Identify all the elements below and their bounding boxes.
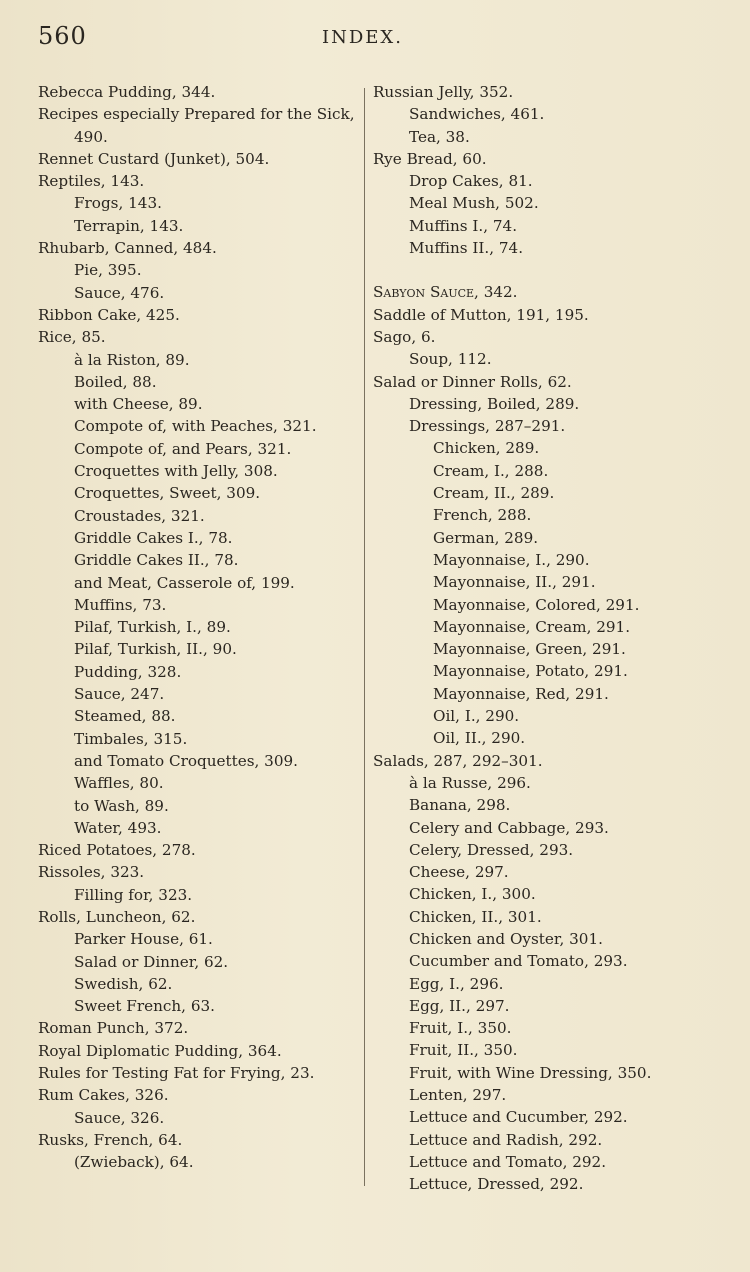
index-subentry: Drop Cakes, 81.	[409, 172, 533, 191]
index-entry: Reptiles, 143.	[38, 172, 145, 191]
index-subentry: Sauce, 247.	[74, 685, 165, 704]
index-subentry: Compote of, and Pears, 321.	[74, 439, 292, 458]
index-subentry: Lettuce and Radish, 292.	[409, 1130, 603, 1149]
index-subentry: Sandwiches, 461.	[409, 105, 545, 124]
index-subentry: Steamed, 88.	[74, 707, 176, 726]
index-entry: Sabyon Sauce, 342.	[373, 283, 518, 302]
index-subentry: Mayonnaise, II., 291.	[433, 573, 596, 592]
index-column-right	[373, 81, 713, 1196]
index-subentry: to Wash, 89.	[74, 796, 169, 815]
index-subentry: Dressings, 287–291.	[409, 417, 566, 436]
index-subentry: Sweet French, 63.	[74, 997, 215, 1016]
index-entry: Riced Potatoes, 278.	[38, 841, 196, 860]
index-subentry: Tea, 38.	[409, 127, 470, 146]
index-subentry: à la Riston, 89.	[74, 350, 190, 369]
index-subentry: Banana, 298.	[409, 796, 511, 815]
index-column-left	[38, 81, 360, 1174]
index-subentry: Soup, 112.	[409, 350, 492, 369]
index-subentry: Egg, II., 297.	[409, 996, 510, 1015]
index-subentry: Egg, I., 296.	[409, 974, 504, 993]
index-subentry: Chicken, 289.	[433, 439, 540, 458]
index-subentry: Parker House, 61.	[74, 930, 213, 949]
index-subentry: Muffins II., 74.	[409, 239, 524, 258]
index-entry: Salads, 287, 292–301.	[373, 751, 543, 770]
index-subentry: Mayonnaise, Red, 291.	[433, 684, 609, 703]
index-subentry: Oil, II., 290.	[433, 729, 526, 748]
index-entry: Roman Punch, 372.	[38, 1019, 189, 1038]
index-subentry: French, 288.	[433, 506, 532, 525]
index-subentry: and Tomato Croquettes, 309.	[74, 751, 298, 770]
index-entry: Saddle of Mutton, 191, 195.	[373, 305, 589, 324]
index-entry: Rum Cakes, 326.	[38, 1086, 169, 1105]
index-subentry: Griddle Cakes II., 78.	[74, 551, 239, 570]
index-subentry: Meal Mush, 502.	[409, 194, 539, 213]
index-entry: Rice, 85.	[38, 328, 106, 347]
index-entry: Sago, 6.	[373, 327, 436, 346]
index-subentry: Fruit, I., 350.	[409, 1019, 512, 1038]
index-subentry: Griddle Cakes I., 78.	[74, 528, 233, 547]
index-subentry: Fruit, with Wine Dressing, 350.	[409, 1063, 652, 1082]
page-number: 560	[38, 22, 87, 50]
index-subentry: Chicken, II., 301.	[409, 907, 542, 926]
page-title: INDEX.	[322, 27, 403, 48]
index-subentry: Lenten, 297.	[409, 1086, 507, 1105]
index-subentry: and Meat, Casserole of, 199.	[74, 573, 295, 592]
index-subentry: Lettuce and Cucumber, 292.	[409, 1108, 628, 1127]
index-subentry: Sauce, 476.	[74, 283, 165, 302]
index-entry: Russian Jelly, 352.	[373, 83, 514, 101]
index-subentry: Timbales, 315.	[74, 729, 188, 748]
index-subentry: Pilaf, Turkish, II., 90.	[74, 640, 237, 659]
index-entry: Rissoles, 323.	[38, 863, 145, 882]
index-entry: Rennet Custard (Junket), 504.	[38, 149, 270, 168]
index-subentry: Croquettes with Jelly, 308.	[74, 462, 278, 481]
index-entry: Rebecca Pudding, 344.	[38, 83, 216, 101]
index-subentry: Pudding, 328.	[74, 662, 182, 681]
index-subentry: Cucumber and Tomato, 293.	[409, 952, 628, 971]
index-subentry: Mayonnaise, Cream, 291.	[433, 617, 631, 636]
index-subentry: Cheese, 297.	[409, 863, 509, 882]
index-entry: Rhubarb, Canned, 484.	[38, 239, 217, 258]
index-entry: Rye Bread, 60.	[373, 149, 487, 168]
index-subentry: Oil, I., 290.	[433, 707, 520, 726]
index-entry: Royal Diplomatic Pudding, 364.	[38, 1041, 282, 1060]
index-entry: Ribbon Cake, 425.	[38, 305, 180, 324]
index-subentry: Chicken and Oyster, 301.	[409, 929, 603, 948]
index-subentry: Sauce, 326.	[74, 1108, 165, 1127]
index-entry: Rusks, French, 64.	[38, 1130, 183, 1149]
section-gap	[373, 259, 713, 281]
index-subentry: Swedish, 62.	[74, 974, 173, 993]
index-subentry: Cream, I., 288.	[433, 461, 549, 480]
index-subentry: German, 289.	[433, 528, 539, 547]
index-entry: Rules for Testing Fat for Frying, 23.	[38, 1064, 315, 1083]
index-subentry: Boiled, 88.	[74, 372, 157, 391]
index-subentry: Chicken, I., 300.	[409, 885, 536, 904]
index-subentry: Filling for, 323.	[74, 885, 193, 904]
index-subentry: Croustades, 321.	[74, 506, 205, 525]
index-subentry: Water, 493.	[74, 818, 162, 837]
index-entry: Salad or Dinner Rolls, 62.	[373, 372, 572, 391]
index-subentry: Mayonnaise, Potato, 291.	[433, 662, 628, 681]
index-subentry: Celery and Cabbage, 293.	[409, 818, 609, 837]
index-subentry: Fruit, II., 350.	[409, 1041, 518, 1060]
column-divider	[364, 88, 365, 1186]
index-subentry: Muffins I., 74.	[409, 216, 518, 235]
index-subentry: (Zwieback), 64.	[74, 1153, 194, 1172]
index-subentry: Compote of, with Peaches, 321.	[74, 417, 317, 436]
index-subentry: Pilaf, Turkish, I., 89.	[74, 618, 231, 637]
index-subentry: Cream, II., 289.	[433, 484, 555, 503]
index-subentry: Lettuce and Tomato, 292.	[409, 1152, 607, 1171]
index-subentry: Frogs, 143.	[74, 194, 162, 213]
index-subentry: Lettuce, Dressed, 292.	[409, 1175, 584, 1194]
index-entry: Recipes especially Prepared for the Sick, 490.	[38, 105, 355, 146]
index-subentry: Salad or Dinner, 62.	[74, 952, 229, 971]
index-subentry: Mayonnaise, Colored, 291.	[433, 595, 640, 614]
index-subentry: à la Russe, 296.	[409, 773, 531, 792]
index-subentry: Mayonnaise, I., 290.	[433, 550, 590, 569]
index-entry: Rolls, Luncheon, 62.	[38, 907, 196, 926]
index-subentry: Mayonnaise, Green, 291.	[433, 640, 626, 659]
index-subentry: Pie, 395.	[74, 261, 142, 280]
index-subentry: with Cheese, 89.	[74, 395, 203, 414]
index-subentry: Celery, Dressed, 293.	[409, 840, 574, 859]
index-subentry: Terrapin, 143.	[74, 216, 184, 235]
index-subentry: Croquettes, Sweet, 309.	[74, 484, 261, 503]
index-subentry: Dressing, Boiled, 289.	[409, 394, 580, 413]
index-subentry: Waffles, 80.	[74, 774, 164, 793]
index-subentry: Muffins, 73.	[74, 595, 167, 614]
